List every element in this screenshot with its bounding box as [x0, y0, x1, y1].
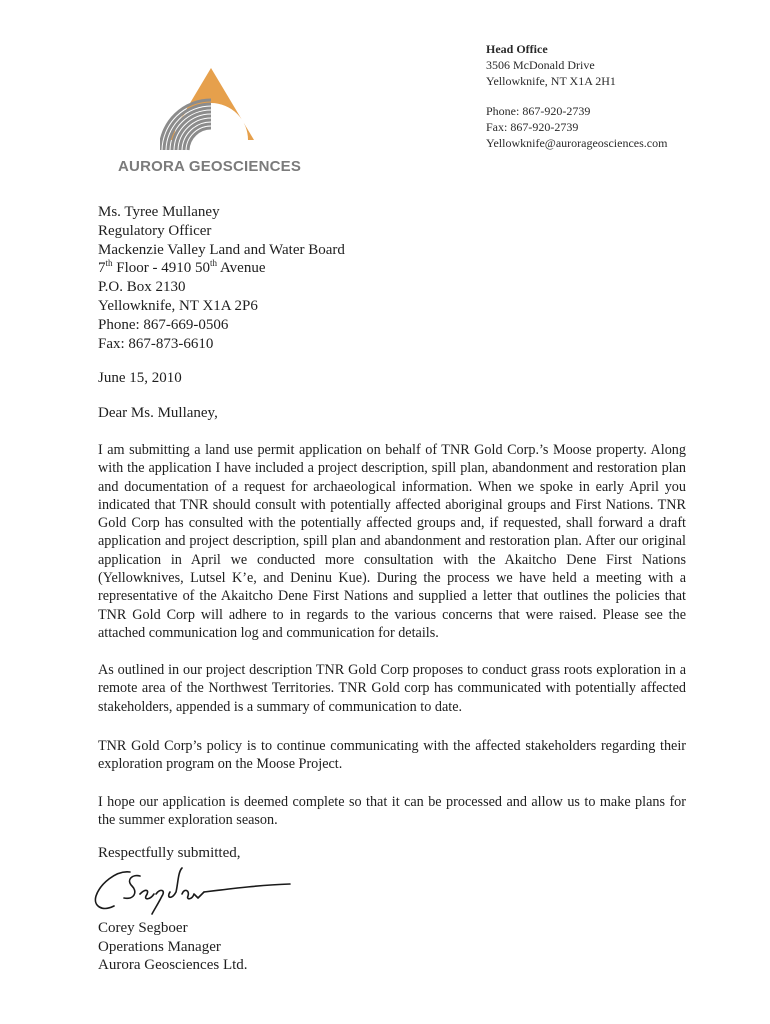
recipient-title: Regulatory Officer: [98, 222, 212, 239]
recipient-organization: Mackenzie Valley Land and Water Board: [98, 241, 345, 258]
recipient-name: Ms. Tyree Mullaney: [98, 204, 220, 220]
body-paragraph: TNR Gold Corp’s policy is to continue communicating with the affected stakeholders regarding their exploration program on the Moose Project.: [98, 738, 686, 773]
signer-name: Corey Segboer: [98, 920, 188, 936]
recipient-city: Yellowknife, NT X1A 2P6: [98, 297, 258, 314]
head-office-address: [486, 41, 667, 151]
handwritten-signature: [86, 858, 296, 918]
company-logo: [118, 62, 308, 180]
office-title: Head Office: [486, 42, 548, 56]
body-paragraph: I am submitting a land use permit application on behalf of TNR Gold Corp.’s Moose property. Along with the application I have included a project description, spill plan, abandonment and restoration plan and documentation of a request for archaeological information. When we spoke in early April you indicated that TNR should consult with potentially affected aboriginal groups and First Nations. TNR Gold Corp has consulted with the potentially affected groups and, if requested, shall forward a draft application and project description, spill plan and abandonment and restoration plan. After our original application in April we conducted more consultation with the Akaitcho Dene First Nations (Yellowknives, Lutsel K’e, and Deninu Kue). During the process we have held a meeting with a representative of the Akaitcho Dene First Nations and supplied a letter that outlines the policies that TNR Gold Corp will adhere to in regards to the various concerns that were raised. Please see the attached communication log and communication for details.: [98, 442, 686, 641]
closing-line: Respectfully submitted,: [98, 845, 241, 861]
signer-title: Operations Manager: [98, 938, 221, 955]
recipient-phone: Phone: 867-669-0506: [98, 316, 229, 333]
recipient-fax: Fax: 867-873-6610: [98, 335, 214, 352]
recipient-street: 7th Floor - 4910 50th Avenue: [98, 258, 266, 277]
office-phone: Phone: 867-920-2739: [486, 104, 591, 118]
aurora-arch-logo-icon: [160, 62, 270, 154]
signer-block: [98, 919, 248, 975]
office-city: Yellowknife, NT X1A 2H1: [486, 74, 616, 88]
office-email: Yellowknife@aurorageosciences.com: [486, 136, 668, 150]
signer-company: Aurora Geosciences Ltd.: [98, 957, 248, 973]
letter-date: June 15, 2010: [98, 370, 182, 386]
recipient-address: [98, 203, 345, 353]
body-paragraph: I hope our application is deemed complete so that it can be processed and allow us to make plans for the summer exploration season.: [98, 794, 686, 829]
company-name: AURORA GEOSCIENCES: [118, 158, 302, 175]
recipient-po-box: P.O. Box 2130: [98, 279, 186, 296]
body-paragraph: As outlined in our project description TNR Gold Corp proposes to conduct grass roots exploration in a remote area of the Northwest Territories. TNR Gold corp has communicated with potentially affected stakeholders, appended is a summary of communication to date.: [98, 662, 686, 715]
office-street: 3506 McDonald Drive: [486, 58, 595, 72]
salutation: Dear Ms. Mullaney,: [98, 405, 218, 421]
office-fax: Fax: 867-920-2739: [486, 120, 579, 134]
